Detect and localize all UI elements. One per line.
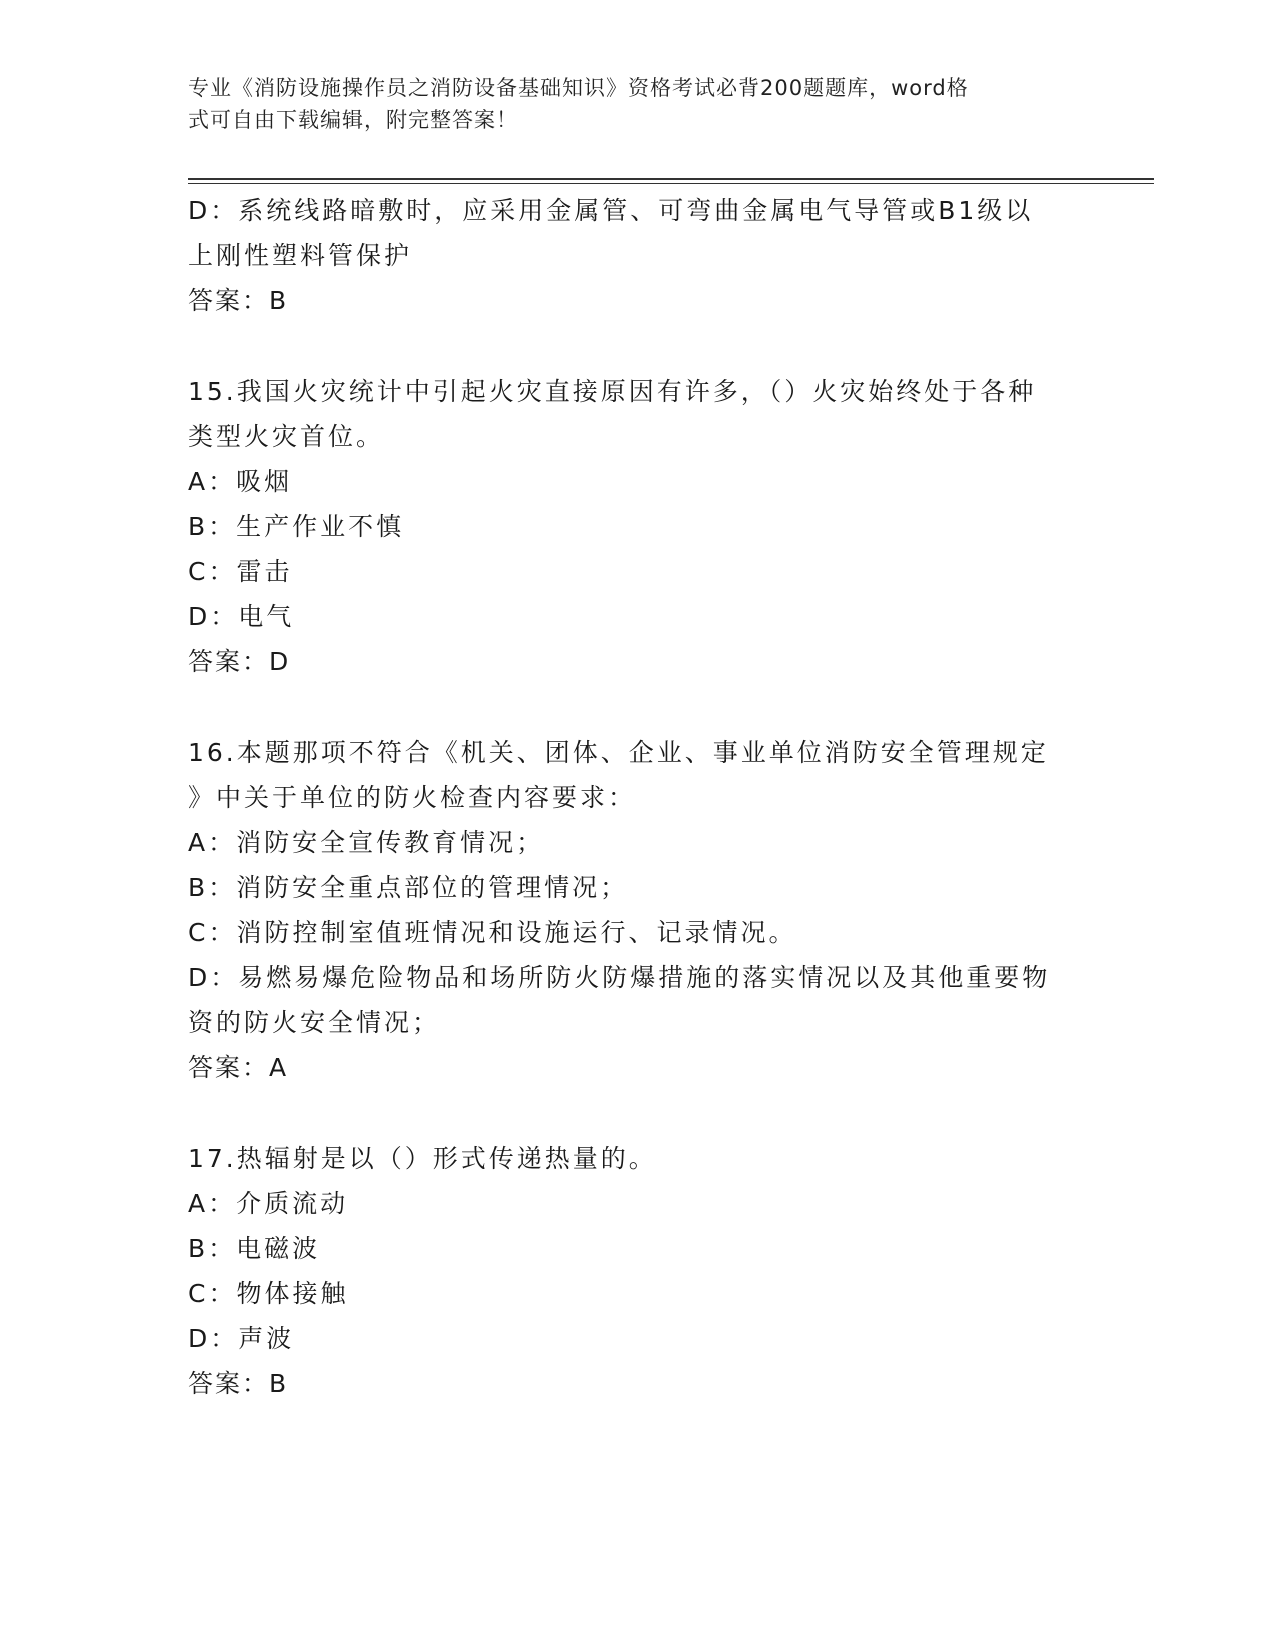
- answer: 答案：B: [188, 286, 289, 315]
- option-c: C：消防控制室值班情况和设施运行、记录情况。: [188, 918, 797, 947]
- answer: 答案：B: [188, 1369, 289, 1398]
- option-d: D：电气: [188, 602, 295, 631]
- header-line-1: 专业《消防设施操作员之消防设备基础知识》资格考试必背200题题库，word格: [188, 76, 969, 100]
- option-b: B：生产作业不慎: [188, 512, 405, 541]
- question-15: [188, 369, 1078, 684]
- question-17: [188, 1136, 1078, 1406]
- option-c: C：物体接触: [188, 1279, 349, 1308]
- answer: 答案：A: [188, 1053, 289, 1082]
- question-stem-line-2: 》中关于单位的防火检查内容要求：: [188, 783, 637, 812]
- header-line-2: 式可自由下载编辑，附完整答案！: [188, 108, 518, 132]
- question-stem-line-2: 类型火灾首位。: [188, 422, 385, 451]
- option-a: A：消防安全宣传教育情况；: [188, 828, 545, 857]
- question-stem-line-1: 15.我国火灾统计中引起火灾直接原因有许多，（）火灾始终处于各种: [188, 377, 1037, 406]
- option-d-line-2: 资的防火安全情况；: [188, 1008, 441, 1037]
- option-d-line-1: D：易燃易爆危险物品和场所防火防爆措施的落实情况以及其他重要物: [188, 963, 1051, 992]
- spacer: [188, 684, 1078, 730]
- answer: 答案：D: [188, 647, 291, 676]
- header-divider-thick: [188, 178, 1154, 180]
- document-header: [188, 72, 1068, 136]
- question-stem-line-1: 16.本题那项不符合《机关、团体、企业、事业单位消防安全管理规定: [188, 738, 1049, 767]
- option-d: D：声波: [188, 1324, 295, 1353]
- option-c: C：雷击: [188, 557, 293, 586]
- option-d-line-2: 上刚性塑料管保护: [188, 241, 413, 270]
- spacer: [188, 323, 1078, 369]
- option-a: A：吸烟: [188, 467, 293, 496]
- spacer: [188, 1090, 1078, 1136]
- question-14-continuation: [188, 188, 1078, 323]
- option-d-line-1: D：系统线路暗敷时，应采用金属管、可弯曲金属电气导管或B1级以: [188, 196, 1034, 225]
- question-stem-line-1: 17.热辐射是以（）形式传递热量的。: [188, 1144, 657, 1173]
- header-divider-thin: [188, 183, 1154, 184]
- option-b: B：消防安全重点部位的管理情况；: [188, 873, 629, 902]
- question-16: [188, 730, 1078, 1090]
- question-content: [188, 188, 1078, 1406]
- option-b: B：电磁波: [188, 1234, 321, 1263]
- option-a: A：介质流动: [188, 1189, 349, 1218]
